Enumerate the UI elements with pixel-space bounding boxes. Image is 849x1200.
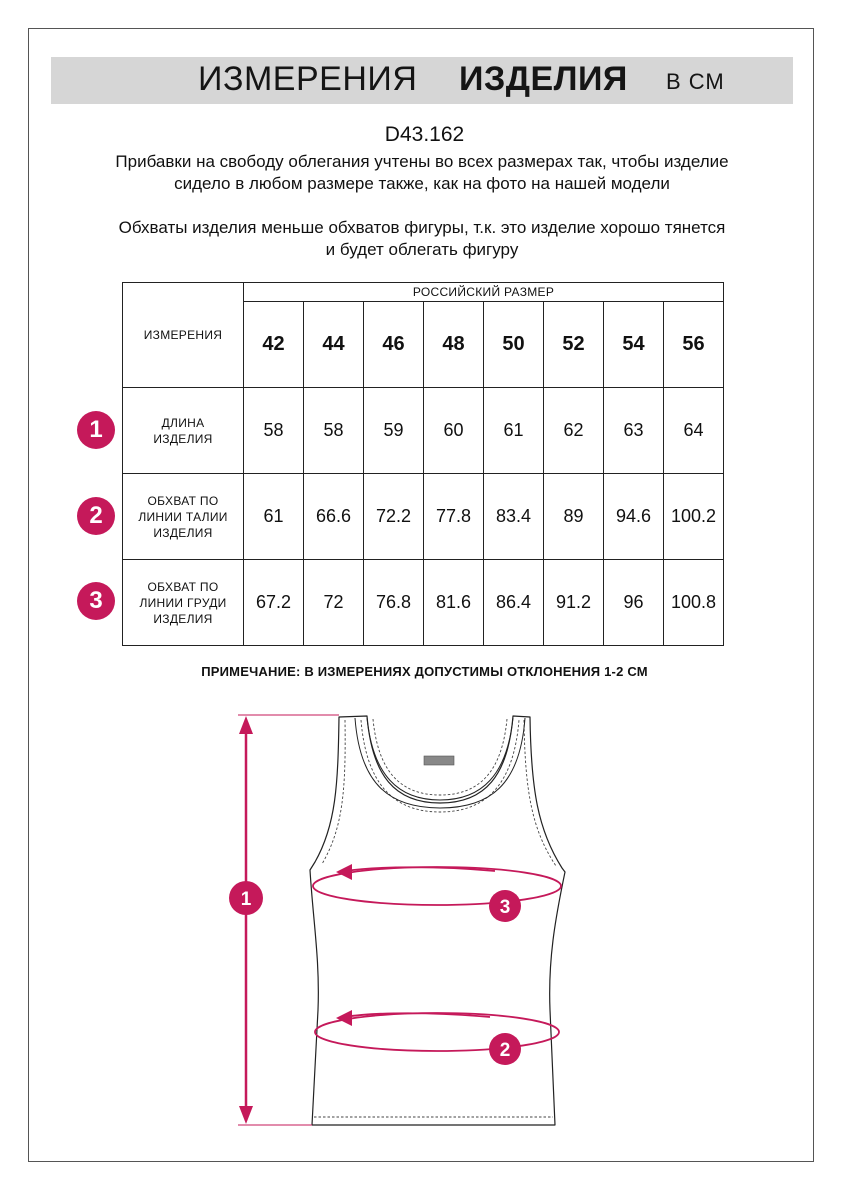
table-cell: 83.4 — [484, 474, 544, 560]
brand-label-icon — [424, 756, 454, 765]
table-cell: 62 — [544, 388, 604, 474]
row-label — [123, 560, 244, 646]
table-cell: 96 — [604, 560, 664, 646]
tolerance-note: ПРИМЕЧАНИЕ: В ИЗМЕРЕНИЯХ ДОПУСТИМЫ ОТКЛОНЕНИЯ 1-2 СМ — [201, 664, 648, 679]
size-header: 56 — [664, 302, 724, 388]
table-cell: 58 — [244, 388, 304, 474]
table-cell: 86.4 — [484, 560, 544, 646]
table-row-waist — [123, 474, 724, 560]
table-cell: 76.8 — [364, 560, 424, 646]
table-cell: 63 — [604, 388, 664, 474]
header-unit: В СМ — [666, 69, 725, 94]
table-cell: 64 — [664, 388, 724, 474]
size-header: 46 — [364, 302, 424, 388]
table-cell: 100.8 — [664, 560, 724, 646]
table-cell: 91.2 — [544, 560, 604, 646]
row-label — [123, 474, 244, 560]
row-label-line: ОБХВАТ ПО — [147, 579, 219, 594]
size-header: 42 — [244, 302, 304, 388]
row-number-badge: 1 — [77, 411, 115, 449]
size-header: 52 — [544, 302, 604, 388]
table-cell: 60 — [424, 388, 484, 474]
row-label-line: ЛИНИИ ТАЛИИ — [138, 509, 228, 524]
row-label-line: ОБХВАТ ПО — [147, 493, 219, 508]
size-table — [122, 282, 724, 646]
header-title-word1: ИЗМЕРЕНИЯ — [198, 60, 418, 98]
header-title-word2: ИЗДЕЛИЯ — [459, 60, 628, 98]
table-cell: 61 — [484, 388, 544, 474]
table-row-length — [123, 388, 724, 474]
table-cell: 100.2 — [664, 474, 724, 560]
size-group-label: РОССИЙСКИЙ РАЗМЕР — [244, 283, 724, 302]
size-header: 50 — [484, 302, 544, 388]
table-row-chest — [123, 560, 724, 646]
table-cell: 61 — [244, 474, 304, 560]
table-cell: 77.8 — [424, 474, 484, 560]
row-label — [123, 388, 244, 474]
intro-text-fit: Прибавки на свободу облегания учтены во всех размерах так, чтобы изделие сидело в любом размере также, как на фото на нашей модели — [115, 152, 729, 193]
row-label-line: ЛИНИИ ГРУДИ — [139, 595, 227, 610]
chest-badge-number: 3 — [499, 897, 511, 918]
length-badge-number: 1 — [240, 889, 252, 910]
row-label-line: ИЗДЕЛИЯ — [153, 525, 213, 540]
row-label-line: ИЗДЕЛИЯ — [153, 431, 213, 446]
table-cell: 94.6 — [604, 474, 664, 560]
table-cell: 72 — [304, 560, 364, 646]
row-number-badge: 3 — [77, 582, 115, 620]
corner-label: ИЗМЕРЕНИЯ — [123, 283, 244, 388]
row-label-line: ДЛИНА — [161, 415, 205, 430]
garment-outline — [310, 716, 565, 1125]
article-number: D43.162 — [384, 123, 465, 146]
table-cell: 59 — [364, 388, 424, 474]
tank-top-icon — [0, 700, 849, 1150]
intro-text-stretch: Обхваты изделия меньше обхватов фигуры, т.к. это изделие хорошо тянется и будет облегать фигуру — [118, 218, 726, 259]
size-header: 54 — [604, 302, 664, 388]
waist-badge-number: 2 — [499, 1040, 511, 1061]
table-cell: 66.6 — [304, 474, 364, 560]
table-cell: 67.2 — [244, 560, 304, 646]
table-cell: 89 — [544, 474, 604, 560]
size-header: 48 — [424, 302, 484, 388]
table-cell: 81.6 — [424, 560, 484, 646]
row-label-line: ИЗДЕЛИЯ — [153, 611, 213, 626]
table-cell: 58 — [304, 388, 364, 474]
table-cell: 72.2 — [364, 474, 424, 560]
size-header: 44 — [304, 302, 364, 388]
row-number-badge: 2 — [77, 497, 115, 535]
